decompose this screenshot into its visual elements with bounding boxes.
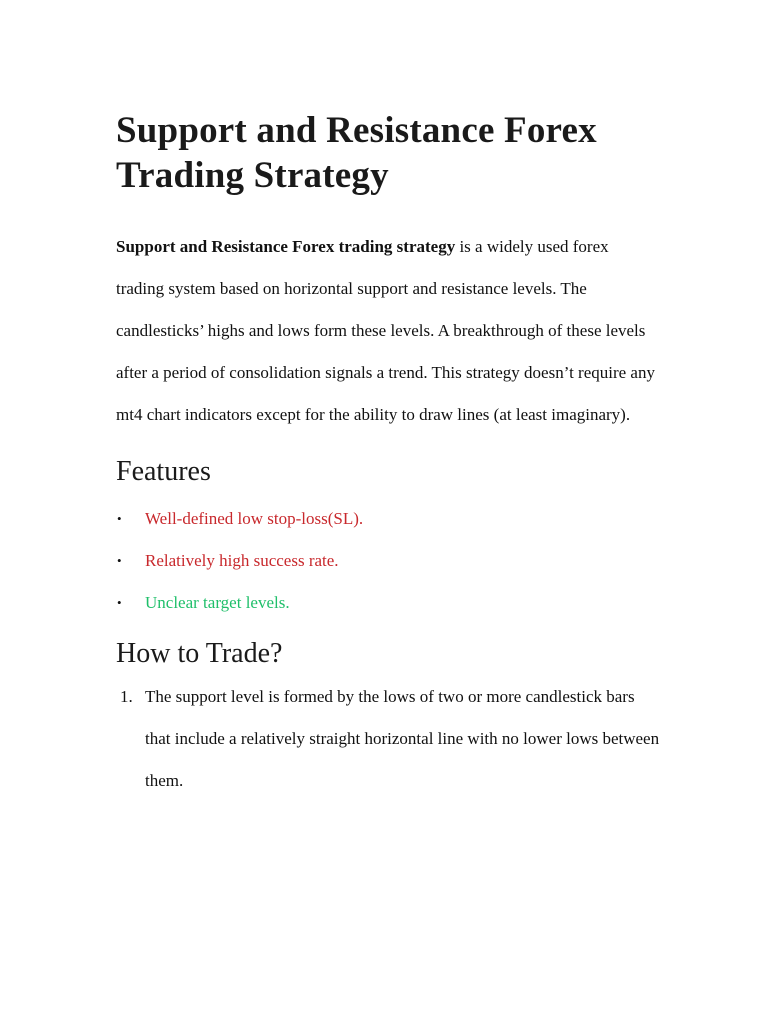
document-page [116, 108, 661, 802]
features-heading: Features [116, 456, 211, 487]
list-item [116, 498, 661, 540]
list-item [116, 540, 661, 582]
step-number: 1. [120, 687, 133, 706]
bullet-icon: • [117, 553, 122, 568]
steps-list [116, 676, 661, 802]
step-text: The support level is formed by the lows of two or more candlestick bars that include a relatively straight horizontal line with no lower lows between them. [145, 687, 660, 790]
how-to-trade-heading: How to Trade? [116, 638, 283, 669]
intro-text: is a widely used forex trading system based on horizontal support and resistance levels. The candlesticks’ highs and lows form these levels. A breakthrough of these levels after a period of consolidation signals a trend. This strategy doesn’t require any mt4 chart indicators except for the ability to draw lines (at least imaginary). [116, 237, 655, 424]
bullet-icon: • [117, 595, 122, 610]
feature-text: Well-defined low stop-loss(SL). [145, 509, 364, 528]
list-item [116, 676, 661, 802]
features-list [116, 498, 661, 624]
intro-paragraph [116, 226, 661, 436]
bullet-icon: • [117, 511, 122, 526]
document-title: Support and Resistance Forex Trading Strategy [116, 110, 597, 196]
feature-text: Unclear target levels. [145, 593, 290, 612]
intro-bold-lead: Support and Resistance Forex trading strategy [116, 237, 456, 256]
list-item [116, 582, 661, 624]
feature-text: Relatively high success rate. [145, 551, 339, 570]
